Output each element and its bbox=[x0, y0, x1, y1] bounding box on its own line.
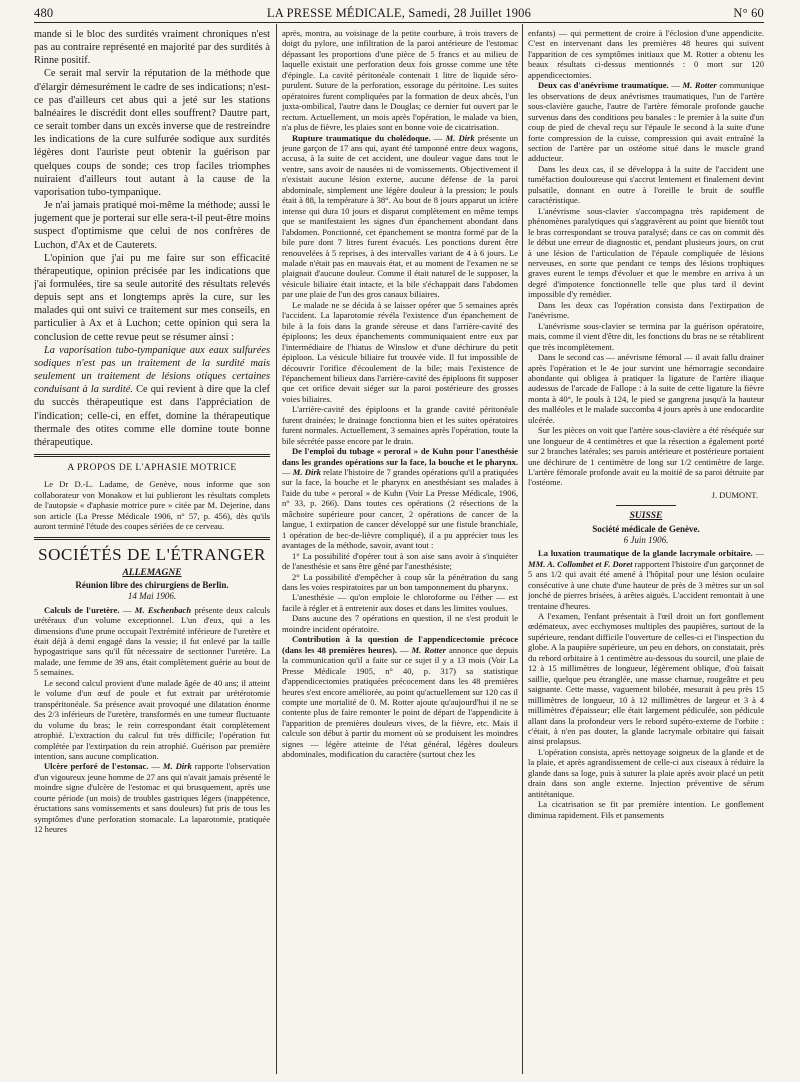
paragraph: Ce serait mal servir la réputation de la méthode que d'élargir démesurément le cadre de ses indications; n'est-ce pas d'ailleurs cet abus qui a jeté sur les stations balnéaires le discrédit dont elles souffrent? Dautre part, ce serait tomber dans un excès inverse que de restreindre les indications de la cure sulfurée sodique aux surdités légères dont l'auriste peut obtenir la guérison par quelques coups de sonde; ces trop faciles triomphes nuiraient d'ailleurs tout autant à la cause de la vaporisation tubo-tympanique. bbox=[34, 68, 270, 198]
short-rule bbox=[616, 505, 676, 506]
societes-title: SOCIÉTÉS DE L'ÉTRANGER bbox=[38, 544, 266, 564]
paragraph: Dans les deux cas, il se développa à la suite de l'accident une tuméfaction douloureuse qui s'accrut lentement et finalement devint pulsatile, donnant en outre à l'oreille le bruit de souffle caractéristique. bbox=[528, 163, 764, 206]
calculs-text: présente deux calculs urétéraux d'un volume exceptionnel. L'un d'eux, qui a les dimensions d'une prune occupait l'extrémité inférieure de l'uretère et était déjà à demi engagé dans la vessie; il fut enlevé par la taille hypogastrique sans qu'il fût nécessaire de sectionner l'uretère. La malade, une femme de 39 ans, était complètement guérie au bout de 5 semaines. bbox=[34, 604, 270, 678]
conclusion-italic: La vaporisation tubo-tympanique aux eaux sulfurées sodiques n'est pas un traitement de la surdité mais seulement un traitement de lésions otiques certaines conduisant à la surdité. bbox=[34, 344, 270, 396]
tubage-title: De l'emploi du tubage « peroral » de Kuhn pour l'anesthésie dans les grandes opérations sur la face, la bouche et le pharynx. bbox=[282, 446, 518, 467]
conclusion-paragraph bbox=[34, 344, 270, 449]
paragraph: Dans le second cas — anévrisme fémoral — il avait fallu drainer après l'opération et le 4e jour survint une hémorragie secondaire abondante qui obligea à pratiquer la ligature de l'artère iliaque audessus de l'arcade de Fallope : à la suite de cette ligature la fièvre monta à 40°, le pouls à 124, le pied se gangrena jusqu'à la hauteur des malléoles et le malade succomba 4 jours après à une endocardite ulcérée. bbox=[528, 352, 764, 425]
paragraph: L'anévrisme sous-clavier s'accompagna très rapidement de phénomènes paralytiques qui s'aggravèrent au point que bientôt tout le bras correspondant se trouva paralysé; dans ce cas on commit dès le début une erreur de diagnostic et, pendant plusieurs jours, on crut à une lésion de l'articulation de l'épaule compliquée de lésions nerveuses, en sorte que pendant ce temps des lésions trophiques graves eurent le temps d'évoluer et que le membre en arriva à un degré d'impotence fonctionnelle telle que plus tard il devint impossible d'y remédier. bbox=[528, 205, 764, 300]
paragraph: L'anesthésie — qu'on emploie le chloroforme ou l'éther — est facile à régler et à entretenir aux doses et dans les limites voulues. bbox=[282, 592, 518, 613]
rupture-title: Rupture traumatique du cholédoque. bbox=[292, 132, 431, 143]
paragraph: Sur les pièces on voit que l'artère sous-clavière a été réséquée sur une longueur de 4 centimètres et que la résection a également porté sur 2 branches latérales; ses parois antérieure et postérieure portaient une déchirure de 1 centimètre de long sur 1/2 centimètre de large. L'artère fémorale profonde avait eu la moitié de sa paroi détruite par l'ostéome. bbox=[528, 425, 764, 488]
conclusion-text: Ce qui revient à dire que la clef du succès thérapeutique est dans l'appréciation de l'indication; celle-ci, en effet, domine la thérapeutique thermale des otites comme elle domine toute bonne thérapeutique. bbox=[34, 384, 270, 448]
meeting-date: 14 Mai 1906. bbox=[127, 591, 177, 602]
paragraph: L'opération consista, après nettoyage soigneux de la glande et de la plaie, et après agrandissement de celle-ci aux ciseaux à réduire la glande dans sa loge, puis à suturer la plaie après avoir placé un petit drain dans son angle externe. Injection préventive de sérum antitétanique. bbox=[528, 746, 764, 799]
tubage-text: relate l'histoire de 7 grandes opérations qu'il a pratiquées sur la face, la bouche et le pharynx en anesthésiant ses malades à l'aide du tube « peroral » de Kuhn (Voir La Presse Médicale, 1906, n° 33, p. 266). Dans toutes ces opérations (2 résections de la mâchoire supérieure pour cancer, 2 opérations de cancer de la langue, 1 extirpation de cancer développé sur une fistule branchiale, 1 opération de bec-de-lièvre compliqué), il a pu apprécier tous les avantages de la méthode, savoir, avant tout : bbox=[282, 467, 518, 551]
ulcere-title: Ulcère perforé de l'estomac. bbox=[44, 761, 149, 772]
paragraph: Dans les deux cas l'opération consista dans l'extirpation de l'anévrisme. bbox=[528, 299, 764, 321]
luxation-title: La luxation traumatique de la glande lacrymale orbitaire. bbox=[538, 548, 753, 559]
list-item: 2° La possibilité d'empêcher à coup sûr la pénétration du sang dans les voies respiratoires par un bon tamponnement du pharynx. bbox=[282, 571, 518, 593]
country-heading: ALLEMAGNE bbox=[122, 567, 182, 578]
paragraph: La cicatrisation se fit par première intention. Le gonflement diminua rapidement. Fils et pansements bbox=[528, 799, 764, 820]
luxation-author: MM. A. Collombet et F. Doret bbox=[528, 558, 633, 569]
anev-paragraph: Deux cas d'anévrisme traumatique. — M. Rotter communique les observations de deux anévrismes traumatiques, l'un de l'artère sous-clavière gauche, l'autre de l'artère fémorale profonde gauche survenus dans des conditions peu banales : le premier à la suite d'un coup de pied de cheval reçu sur l'épaule le second à la suite d'une forte compression de la cuisse, compression qui avait entraîné la section de l'artère par un ostéome situé dans le muscle grand adducteur. bbox=[528, 80, 764, 164]
anev-author: M. Rotter bbox=[682, 80, 717, 91]
tubage-paragraph: De l'emploi du tubage « peroral » de Kuhn pour l'anesthésie dans les grandes opérations sur la face, la bouche et le pharynx. — M. Dirk relate l'histoire de 7 grandes opérations qu'il a pratiquées sur la face, la bouche et le pharynx en anesthésiant ses malades à l'aide du tube « peroral » de Kuhn (Voir La Presse Médicale, 1906, n° 33, p. 266). Dans toutes ces opérations (2 résections de la mâchoire supérieure pour cancer, 2 opérations de cancer de la langue, 1 extirpation de cancer développé sur une fistule branchiale, 1 opération de bec-de-lièvre compliqué), il a pu apprécier tous les avantages de la méthode, savoir, avant tout : bbox=[282, 446, 518, 551]
column-divider bbox=[522, 24, 523, 1074]
calculs-author: M. Eschenbach bbox=[134, 604, 192, 615]
luxation-paragraph: La luxation traumatique de la glande lacrymale orbitaire. — MM. A. Collombet et F. Doret rapportent l'histoire d'un garçonnet de 5 ans 1/2 qui avait été amené à l'hôpital pour une lésion oculaire consécutive à une chute d'une hauteur de près de 3 mètres sur un sol jonché de pierres brisées, à arêtes aiguës. L'accident remontait à une trentaine d'heures. bbox=[528, 548, 764, 611]
paragraph: Le second calcul provient d'une malade âgée de 40 ans; il atteint le volume d'un œuf de poule et fut extrait par urétérotomie transpéritonéale. Sa présence avait provoqué une dilatation énorme des 2/3 inférieurs de l'uretère, transformés en une tumeur fluctuante du volume du bras; le rein correspondant était complètement atrophié. L'extraction du calcul fut très difficile; l'opération fut complétée par l'extirpation du rein atrophié. Guérison par première intention, sans aucune complication. bbox=[34, 677, 270, 761]
rupture-paragraph: Rupture traumatique du cholédoque. — M. Dirk présente un jeune garçon de 17 ans qui, ayant été tamponné entre deux wagons, accusa, à la suite de cet accident, une douleur vague dans tout le ventre, sans avoir de nausées ni de vomissements. Objectivement il n'existait aucune lésion externe, aucune défense de la paroi abdominale, simplement une légère douleur à la pression; le pouls était à 88, la température à 38°. Au bout de 8 jours apparut un ictère intense qui dura 10 jours et disparut complètement en même temps que se manifestaient les signes d'un épanchement abondant dans l'abdomen. Ponctionné, cet épanchement se montra formé par de la bile pure dont 7 litres furent évacués. Les ponctions durent être renouvelées à 5 reprises, à des intervalles variant de 4 à 6 jours. Le malade n'était pas en mauvais état, et au moment de l'examen ne se plaignait d'aucune douleur. Comme il était naturel de le supposer, la vésicule biliaire était intacte, et la bile s'échappait dans l'abdomen par une plaie de l'un des gros canaux biliaires. bbox=[282, 132, 518, 300]
contrib-text: annonce que depuis la communication qu'il a faite sur ce sujet il y a 13 mois (Voir La Presse Médicale 1905, n° 40, p. 317) sa statistique d'appendicectomies pratiquées précocement dans les 48 premières heures s'est encore améliorée, au point qu'actuellement sur 120 cas il compte une mortalité de 0. M. Rotter ajoute qu'aujourd'hui il ne se contente plus de faire remonter le point de départ de l'appendicite à l'apparition de premières douleurs vives, de la fièvre, etc. Mais il calcule son début à partir du moment où se produisent les moindres signes — légère atteinte de l'état général, légères douleurs abdominales, modification du caractère (surtout chez les bbox=[282, 644, 518, 760]
paragraph: enfants) — qui permettent de croire à l'éclosion d'une appendicite. C'est en intervenant dans les premières 48 heures qui suivent l'apparition de ces symptômes initiaux que M. Rotter a obtenu les beaux résultats ci-dessus mentionnés : 0 mort sur 120 appendicectomies. bbox=[528, 28, 764, 80]
society-title: Société médicale de Genève. bbox=[592, 523, 700, 534]
list-item: 1° La possibilité d'opérer tout à son aise sans avoir à s'inquiéter de l'anesthésie et sans être gêné par l'anesthésiste; bbox=[282, 550, 518, 572]
paragraph: L'arrière-cavité des épiploons et la grande cavité péritonéale furent drainées; le drainage fonctionna bien et les suites opératoires furent normales. Actuellement, 3 semaines après l'opération, toute la bile sécrétée passe encore par le drain. bbox=[282, 404, 518, 446]
calculs-paragraph: Calculs de l'uretère. — M. Eschenbach présente deux calculs urétéraux d'un volume exceptionnel. L'un d'eux, qui a les dimensions d'une prune occupait l'extrémité inférieure de l'uretère et était déjà à demi engagé dans la vessie; il fut enlevé par la taille hypogastrique sans qu'il fût nécessaire de sectionner l'uretère. La malade, une femme de 39 ans, était complètement guérie au bout de 5 semaines. bbox=[34, 604, 270, 678]
section-separator bbox=[34, 454, 270, 457]
column-divider bbox=[276, 24, 277, 1074]
anev-text: communique les observations de deux anévrismes traumatiques, l'un de l'artère sous-clavière gauche, l'autre de l'artère fémorale profonde gauche survenus dans des conditions peu banales : le premier à la suite d'un coup de pied de cheval reçu sur l'épaule le second à la suite d'une forte compression de la cuisse, compression qui avait entraîné la section de l'artère par un ostéome situé dans le muscle grand adducteur. bbox=[528, 80, 764, 164]
contrib-paragraph: Contribution à la question de l'appendicectomie précoce (dans les 48 premières heures). — M. Rotter annonce que depuis la communication qu'il a faite sur ce sujet il y a 13 mois (Voir La Presse Médicale 1905, n° 40, p. 317) sa statistique d'appendicectomies pratiquées précocement dans les 48 premières heures s'est encore améliorée, au point qu'actuellement sur 120 cas il compte une mortalité de 0. M. Rotter ajoute qu'aujourd'hui il ne se contente plus de faire remonter le point de départ de l'appendicite à l'apparition de premières douleurs vives, de la fièvre, etc. Mais il calcule son début à partir du moment où se produisent les moindres signes — légère atteinte de l'état général, légères douleurs abdominales, modification du caractère (surtout chez les bbox=[282, 634, 518, 760]
paragraph: A l'examen, l'enfant présentait à l'œil droit un fort gonflement œdémateux, avec ecchymoses multiples des paupières, surtout de la supérieure, rendant difficile l'ouverture de celles-ci et l'inspection du globe. A la paupière supérieure, un peu en dehors, on constatait, près du rebord orbitaire à 1 centimètre au-dessous du sourcil, une plaie de 12 à 15 millimètres de longueur, légèrement oblique, d'où faisait saillie, quelque peu étranglée, une masse charnue, rougeâtre et peu saignante. Cette masse, vaguement bilobée, mesurait à peu près 15 millimètres de longueur, 10 à 12 millimètres de largeur et 3 à 4 millimètres d'épaisseur; elle était largement pédiculée, son pédicule allant dans la profondeur vers le rebord supéro-externe de l'orbite : c'était, à n'en pas douter, la glande lacrymale orbitaire qui faisait ainsi prolapsus. bbox=[528, 611, 764, 747]
ulcere-text: rapporte l'observation d'un vigoureux jeune homme de 27 ans qui n'avait jamais présenté le moindre signe d'ulcère de l'estomac et qui brusquement, après une courte période (un mois) de troubles gastriques légers (inappétence, éructations sans vomissements et sans douleurs) fut pris de tous les symptômes d'une perforation stomacale. La laparotomie, pratiquée 12 heures bbox=[34, 761, 270, 835]
contrib-title: Contribution à la question de l'appendicectomie précoce (dans les 48 premières heures). bbox=[282, 634, 518, 655]
rupture-text: présente un jeune garçon de 17 ans qui, ayant été tamponné entre deux wagons, accusa, à la suite de cet accident, une douleur vague dans tout le ventre, sans avoir de nausées ni de vomissements. Objectivement il n'existait aucune lésion externe, aucune défense de la paroi abdominale, simplement une légère douleur à la pression; le pouls était à 88, la température à 38°. Au bout de 8 jours apparut un ictère intense qui dura 10 jours et disparut complètement en même temps que se manifestaient les signes d'un épanchement abondant dans l'abdomen. Ponctionné, cet épanchement se montra formé par de la bile pure dont 7 litres furent évacués. Les ponctions durent être renouvelées à 5 reprises, à des intervalles variant de 4 à 6 jours. Le malade n'était pas en mauvais état, et au moment de l'examen ne se plaignait d'aucune douleur. Comme il était naturel de le supposer, la vésicule biliaire était intacte, et la bile s'échappait dans l'abdomen par une plaie de l'un des gros canaux biliaires. bbox=[282, 132, 518, 300]
meeting-title: Réunion libre des chirurgiens de Berlin. bbox=[75, 580, 229, 591]
header-rule bbox=[34, 22, 764, 23]
otology-review-text bbox=[34, 28, 270, 449]
ulcere-paragraph: Ulcère perforé de l'estomac. — M. Dirk rapporte l'observation d'un vigoureux jeune homme de 27 ans qui n'avait jamais présenté le moindre signe d'ulcère de l'estomac et qui brusquement, après une courte période (un mois) de troubles gastriques légers (inappétence, éructations sans vomissements et sans douleurs) fut pris de tous les symptômes d'une perforation stomacale. La laparotomie, pratiquée 12 heures bbox=[34, 761, 270, 835]
luxation-text: rapportent l'histoire d'un garçonnet de 5 ans 1/2 qui avait été amené à l'hôpital pour une lésion oculaire consécutive à une chute d'une hauteur de près de 3 mètres sur un sol jonché de pierres brisées, à arêtes aiguës. L'accident remontait à une trentaine d'heures. bbox=[528, 558, 764, 611]
aphasie-text: Le Dr D.-L. Ladame, de Genève, nous informe que son collaborateur von Monakow et lui publieront les résultats complets de l'autopsie « d'aphasie motrice pure » citée par M. Dejerine, dans son article (La Presse Médicale 1906, n° 57, p. 456), dès qu'ils auront terminé l'étude des coupes sériées de ce cerveau. bbox=[34, 479, 270, 532]
aphasie-title: A PROPOS DE L'APHASIE MOTRICE bbox=[67, 463, 237, 473]
contrib-author: M. Rotter bbox=[411, 644, 447, 655]
paragraph: L'anévrisme sous-clavier se termina par la guérison opératoire, mais, comme il vient d'être dit, les fonctions du bras ne se rétablirent que très incomplètement. bbox=[528, 320, 764, 352]
paragraph: après, montra, au voisinage de la petite courbure, à trois travers de doigt du pylore, une infiltration de la paroi antérieure de l'estomac dépassant les proportions d'une pièce de 5 francs et au milieu de laquelle existait une perforation deux fois grosse comme une tête d'épingle. La cavité péritonéale contenait 1 litre de liquide séro-purulent. Suture de la perforation, essorage du péritoine. Les suites opératoires furent compliquées par la formation de deux abcès, l'un juxta-ombilical, l'autre dans le Douglas; ce dernier fut ouvert par le rectum. Actuellement, un mois après l'opération, le malade va bien, n'a plus de fièvre, les plaies sont en bonne voie de cicatrisation. bbox=[282, 28, 518, 133]
author-signature: J. DUMONT. bbox=[711, 489, 758, 500]
column-2 bbox=[282, 28, 518, 1072]
section-separator bbox=[34, 537, 270, 540]
rupture-author: M. Dirk bbox=[445, 132, 475, 143]
journal-title: LA PRESSE MÉDICALE, Samedi, 28 Juillet 1906 bbox=[266, 6, 532, 20]
page-number: 480 bbox=[34, 6, 54, 20]
paragraph: mande si le bloc des surdités vraiment chroniques n'est pas au contraire représenté en majorité par des surdités à Rinne positif. bbox=[34, 29, 270, 67]
anev-title: Deux cas d'anévrisme traumatique. bbox=[538, 80, 669, 91]
paragraph bbox=[34, 252, 270, 344]
column-1 bbox=[34, 28, 270, 1072]
page-header bbox=[34, 6, 764, 20]
column-3 bbox=[528, 28, 764, 1072]
meeting-date: 6 Juin 1906. bbox=[623, 534, 669, 545]
country-heading: SUISSE bbox=[629, 511, 663, 522]
issue-number: N° 60 bbox=[733, 6, 764, 20]
paragraph: Dans aucune des 7 opérations en question, il ne s'est produit le moindre incident opératoire. bbox=[282, 613, 518, 634]
paragraph: Je n'ai jamais pratiqué moi-même la méthode; aussi le jugement que je porterai sur elle sera-t-il peut-être moins suspect d'optimisme que celui de nos confrères de Luchon, d'Ax et de Cauterets. bbox=[34, 200, 270, 251]
calculs-title: Calculs de l'uretère. bbox=[44, 604, 120, 615]
paragraph-text: L'opinion que j'ai pu me faire sur son efficacité thérapeutique, opinion précisée par les indications que j'ai formulées, tire sa seule autorité des résultats relevés depuis sept ans et longtemps après la cure, sur les malades qui ont suivi ce traitement sur mes conseils, en particulier à Ax et à Luchon; cette opinion qui sera la conclusion de cette revue peut se résumer ainsi : bbox=[34, 252, 270, 343]
tubage-author: M. Dirk bbox=[292, 467, 321, 478]
ulcere-author: M. Dirk bbox=[162, 761, 192, 772]
paragraph: Le malade ne se décida à se laisser opérer que 5 semaines après l'accident. La laparotomie révéla l'existence d'un épanchement de bile à la fois dans la grande séreuse et dans l'arrière-cavité des épiploons; les deux épanchements communiquaient entre eux par l'intermédiaire de l'hiatus de Winslow et d'une déchirure du petit épiploon. La vésicule biliaire fut trouvée vide. Il fut impossible de découvrir l'orifice d'écoulement de la bile; mais l'existence de l'épanchement bilieux dans l'arrière-cavité des épiploons fit supposer que cet orifice devait siéger sur la paroi postérieure des grosses voies biliaires. bbox=[282, 299, 518, 404]
